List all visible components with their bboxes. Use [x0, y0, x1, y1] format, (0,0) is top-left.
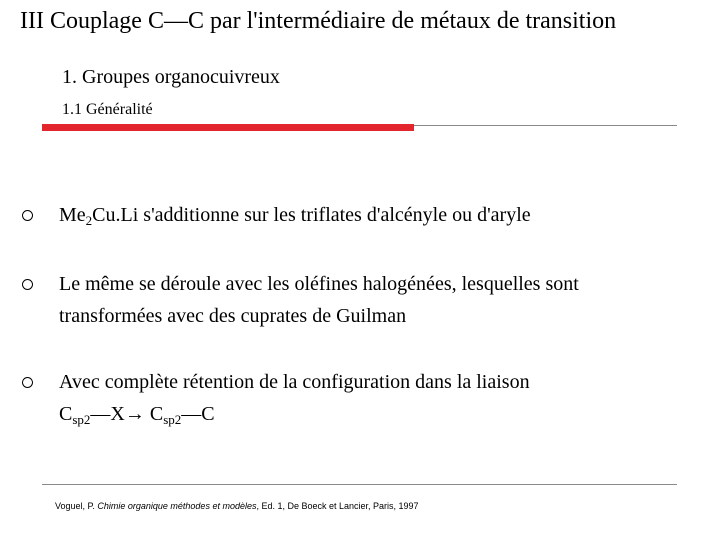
slide-title: III Couplage C—C par l'intermédiaire de métaux de transition [20, 8, 617, 34]
divider-rule [414, 125, 677, 126]
footer-rule [42, 484, 677, 485]
slide-subtitle: 1. Groupes organocuivreux [62, 66, 280, 88]
reference-citation [55, 501, 419, 511]
subscript: sp2 [72, 412, 91, 427]
bullet-line: transformées avec des cuprates de Guilman [59, 305, 407, 327]
bullet-text [59, 199, 699, 231]
formula-part: C [59, 403, 73, 425]
citation-title: Chimie organique méthodes et modèles [97, 501, 257, 511]
bullet-line: Le même se déroule avec les oléfines halogénées, lesquelles sont [59, 273, 579, 295]
bullet-circle-icon [22, 210, 33, 221]
citation-publisher: , Ed. 1, De Boeck et Lancier, Paris, 1997 [256, 501, 419, 511]
subscript: 2 [85, 213, 93, 228]
bullet-text [59, 366, 699, 430]
subscript: sp2 [163, 412, 182, 427]
bullet-line: Avec complète rétention de la configuration dans la liaison [59, 371, 530, 393]
formula-part: —C [181, 403, 215, 425]
formula-part: —X→ C [90, 403, 164, 425]
citation-author: Voguel, P. [55, 501, 98, 511]
accent-rule [42, 124, 414, 131]
bullet-circle-icon [22, 377, 33, 388]
bullet-text [59, 268, 699, 332]
bullet-text-part: Me [59, 204, 86, 226]
section-label: 1.1 Généralité [62, 101, 153, 118]
bullet-text-part: Cu.Li s'additionne sur les triflates d'alcényle ou d'aryle [92, 204, 531, 226]
bullet-line [59, 398, 699, 430]
bullet-circle-icon [22, 279, 33, 290]
